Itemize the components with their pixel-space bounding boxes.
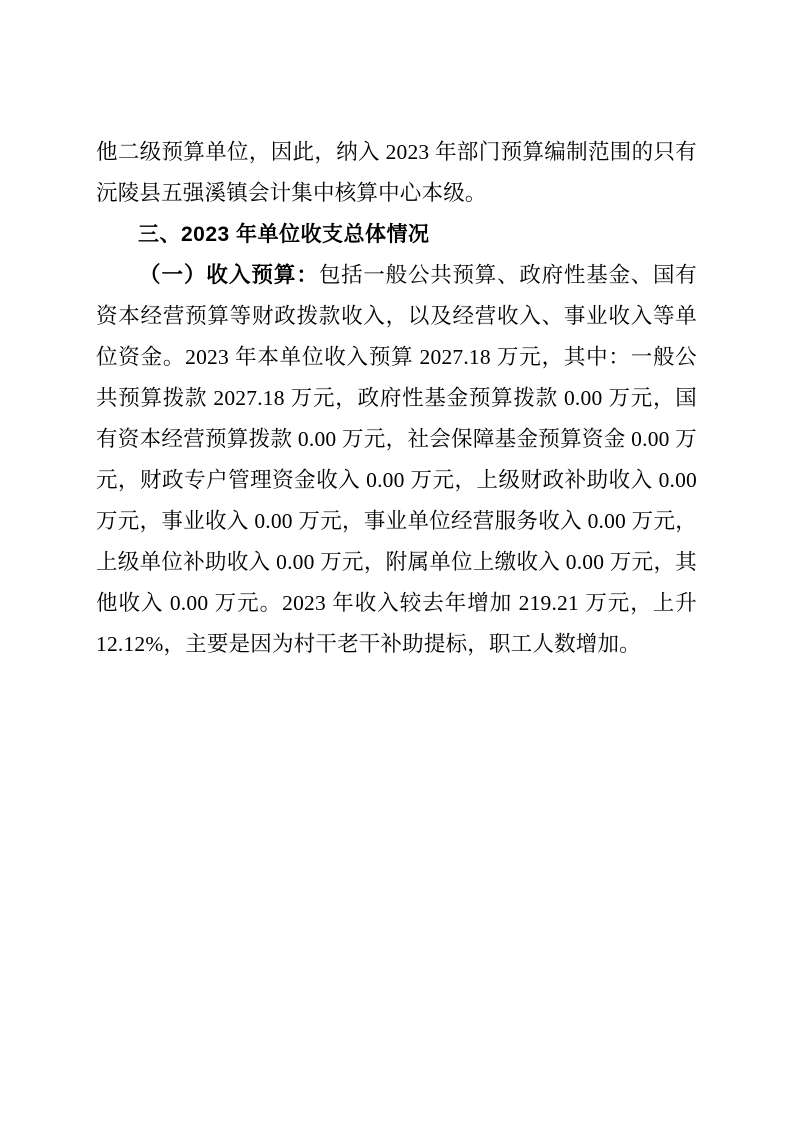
document-body xyxy=(96,132,697,665)
subsection-text: 包括一般公共预算、政府性基金、国有资本经营预算等财政拨款收入，以及经营收入、事业收入等单位资金。2023 年本单位收入预算 2027.18 万元，其中：一般公共预算拨款 2027.18 万元，政府性基金预算拨款 0.00 万元，国有资本经营预算拨款 0.00 万元，社会保障基金预算资金 0.00 万元，财政专户管理资金收入 0.00 万元，上级财政补助收入 0.00 万元，事业收入 0.00 万元，事业单位经营服务收入 0.00 万元，上级单位补助收入 0.00 万元，附属单位上缴收入 0.00 万元，其他收入 0.00 万元。2023 年收入较去年增加 219.21 万元，上升 12.12%，主要是因为村干老干补助提标，职工人数增加。 xyxy=(96,263,698,656)
paragraph-continued: 他二级预算单位，因此，纳入 2023 年部门预算编制范围的只有沅陵县五强溪镇会计集中核算中心本级。 xyxy=(96,140,697,205)
subsection-label: （一）收入预算： xyxy=(139,263,319,287)
subsection-paragraph xyxy=(96,255,697,665)
section-heading: 三、2023 年单位收支总体情况 xyxy=(138,223,430,246)
